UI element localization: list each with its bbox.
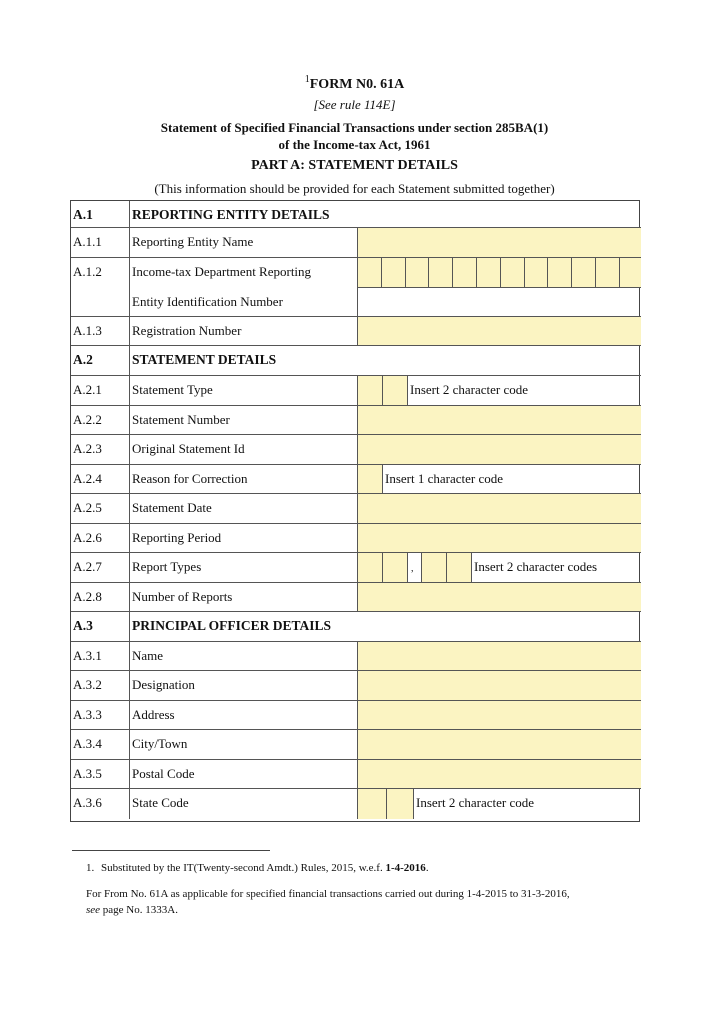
column-divider — [357, 317, 358, 346]
section-title: STATEMENT DETAILS — [132, 352, 277, 367]
row-code: A.3 — [73, 618, 93, 633]
report-type-code-field-1[interactable] — [358, 553, 408, 583]
row-code: A.3.4 — [73, 736, 102, 751]
instruction-note: (This information should be provided for each Statement submitted together) — [154, 181, 555, 196]
correction-reason-code-field[interactable] — [358, 465, 383, 494]
field-label: Reason for Correction — [132, 471, 248, 486]
digit-box-divider — [476, 258, 477, 288]
row-code: A.2.1 — [73, 382, 102, 397]
row-code: A.1 — [73, 207, 93, 222]
row-code: A.2.4 — [73, 471, 102, 486]
field-label: Address — [132, 707, 175, 722]
code-hint: Insert 2 character code — [416, 795, 535, 810]
digit-box-divider — [452, 258, 453, 288]
column-divider — [357, 435, 358, 465]
footnote-line3: see page No. 1333A. — [86, 904, 178, 916]
row-code: A.2.3 — [73, 441, 102, 456]
field-label: Number of Reports — [132, 589, 233, 604]
statement-heading-line2: of the Income-tax Act, 1961 — [278, 137, 431, 152]
column-divider — [129, 406, 130, 435]
column-divider — [357, 642, 358, 671]
field-label: Designation — [132, 677, 195, 692]
input-field-a-2-3[interactable] — [358, 435, 641, 465]
column-divider — [357, 701, 358, 730]
row-code: A.3.1 — [73, 648, 102, 663]
input-field-a-1-3[interactable] — [358, 317, 641, 346]
char-box-divider — [407, 376, 408, 406]
row-code: A.2 — [73, 352, 93, 367]
section-title: REPORTING ENTITY DETAILS — [132, 207, 330, 222]
char-box-divider — [446, 553, 447, 583]
digit-box-divider — [405, 258, 406, 288]
char-box-divider — [407, 553, 408, 583]
field-label: Reporting Entity Name — [132, 234, 254, 249]
row-code: A.2.5 — [73, 500, 102, 515]
row-code: A.1.1 — [73, 234, 102, 249]
field-label: Registration Number — [132, 323, 242, 338]
footnote-divider — [72, 850, 270, 851]
column-divider — [357, 671, 358, 701]
column-divider — [357, 760, 358, 789]
statement-details-table — [70, 200, 640, 822]
column-divider — [129, 494, 130, 524]
column-divider — [129, 317, 130, 346]
footnote-text: Substituted by the IT(Twenty-second Amdt.) Rules, 2015, w.e.f. 1-4-2016. — [101, 862, 429, 874]
field-label: Postal Code — [132, 766, 195, 781]
code-hint: Insert 1 character code — [385, 471, 504, 486]
field-label: State Code — [132, 795, 189, 810]
column-divider — [129, 612, 130, 642]
footnote-line2: For From No. 61A as applicable for specified financial transactions carried out during 1-4-2015 to 31-3-2016, — [86, 888, 570, 900]
row-code: A.1.3 — [73, 323, 102, 338]
column-divider — [129, 671, 130, 701]
input-field-a-3-5[interactable] — [358, 760, 641, 789]
digit-box-divider — [619, 258, 620, 288]
column-divider — [357, 524, 358, 553]
statement-type-code-field[interactable] — [358, 376, 408, 406]
row-code: A.2.7 — [73, 559, 102, 574]
column-divider — [129, 760, 130, 789]
input-field-a-2-6[interactable] — [358, 524, 641, 553]
char-box-divider — [471, 553, 472, 583]
field-label: Report Types — [132, 559, 202, 574]
column-divider — [357, 465, 358, 494]
field-label: Reporting Period — [132, 530, 222, 545]
column-divider — [129, 524, 130, 553]
column-divider — [129, 642, 130, 671]
char-box-divider — [382, 376, 383, 406]
code-hint: Insert 2 character code — [410, 382, 529, 397]
char-box-divider — [382, 465, 383, 494]
report-type-code-field-2[interactable] — [422, 553, 472, 583]
rule-reference-text: See rule 114E — [318, 97, 391, 112]
field-label: Statement Number — [132, 412, 230, 427]
digit-box-divider — [500, 258, 501, 288]
column-divider — [129, 789, 130, 819]
digit-box-divider — [547, 258, 548, 288]
digit-box-divider — [428, 258, 429, 288]
column-divider — [129, 730, 130, 760]
input-field-a-3-3[interactable] — [358, 701, 641, 730]
char-box-divider — [421, 553, 422, 583]
digit-box-divider — [524, 258, 525, 288]
column-divider — [129, 701, 130, 730]
input-field-a-3-4[interactable] — [358, 730, 641, 760]
field-label: Statement Date — [132, 500, 212, 515]
part-heading: PART A: STATEMENT DETAILS — [251, 158, 458, 173]
column-divider — [357, 228, 358, 258]
field-label: Name — [132, 648, 164, 663]
char-box-divider — [386, 789, 387, 819]
input-field-a-2-8[interactable] — [358, 583, 641, 612]
footnote-mark: 1 — [304, 74, 310, 85]
column-divider — [129, 258, 130, 317]
column-divider — [357, 406, 358, 435]
footnote-number: 1. — [86, 862, 95, 874]
row-code: A.3.5 — [73, 766, 102, 781]
row-code: A.2.2 — [73, 412, 102, 427]
form-title-text: FORM N0. 61A — [309, 77, 405, 92]
column-divider — [129, 553, 130, 583]
form-title — [0, 74, 709, 93]
rule-reference: [See rule 114E] — [313, 97, 396, 112]
row-code: A.2.8 — [73, 589, 102, 604]
field-label-continued: Entity Identification Number — [132, 294, 283, 309]
column-divider — [129, 583, 130, 612]
digit-box-divider — [595, 258, 596, 288]
column-divider — [357, 376, 358, 406]
row-code: A.3.2 — [73, 677, 102, 692]
input-field-a-2-2[interactable] — [358, 406, 641, 435]
input-field-a-1-1[interactable] — [358, 228, 641, 258]
char-box-divider — [413, 789, 414, 819]
column-divider — [357, 553, 358, 583]
field-label: City/Town — [132, 736, 188, 751]
input-field-a-3-1[interactable] — [358, 642, 641, 671]
digit-box-divider — [381, 258, 382, 288]
column-divider — [129, 228, 130, 258]
row-code: A.2.6 — [73, 530, 102, 545]
column-divider — [129, 201, 130, 228]
column-divider — [129, 465, 130, 494]
field-label: Statement Type — [132, 382, 213, 397]
column-divider — [357, 789, 358, 819]
digit-box-divider — [571, 258, 572, 288]
row-code: A.3.3 — [73, 707, 102, 722]
statement-heading-line1: Statement of Specified Financial Transactions under section 285BA(1) — [160, 120, 549, 135]
char-box-divider — [382, 553, 383, 583]
column-divider — [357, 494, 358, 524]
input-field-a-2-5[interactable] — [358, 494, 641, 524]
column-divider — [357, 583, 358, 612]
row-code: A.3.6 — [73, 795, 102, 810]
column-divider — [357, 730, 358, 760]
row-code: A.1.2 — [73, 264, 102, 279]
section-title: PRINCIPAL OFFICER DETAILS — [132, 618, 332, 633]
code-hint: Insert 2 character codes — [474, 559, 598, 574]
field-label: Original Statement Id — [132, 441, 245, 456]
input-field-a-3-2[interactable] — [358, 671, 641, 701]
column-divider — [129, 346, 130, 376]
row-divider — [358, 287, 641, 288]
code-separator: , — [411, 563, 414, 574]
field-label: Income-tax Department Reporting — [132, 264, 312, 279]
column-divider — [129, 435, 130, 465]
column-divider — [129, 376, 130, 406]
